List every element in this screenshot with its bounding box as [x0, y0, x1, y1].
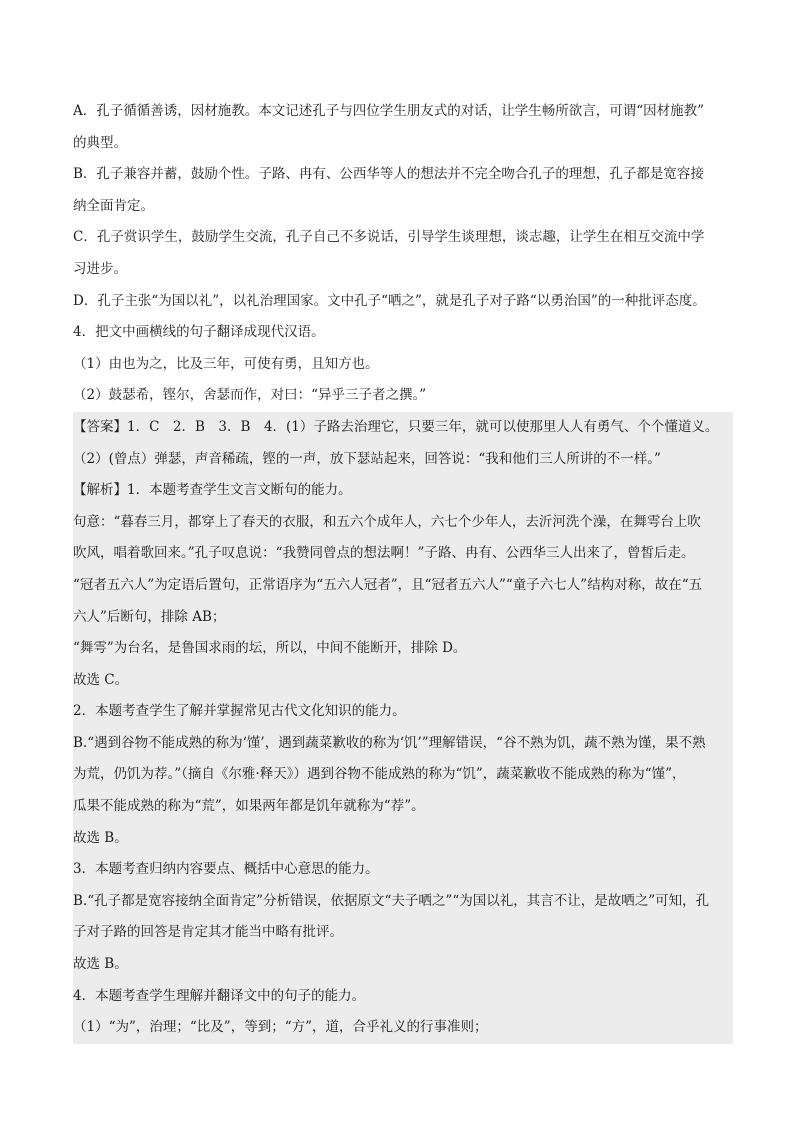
text-line: 【答案】1．C 2．B 3．B 4．(1）子路去治理它，只要三年，就可以使那里人人有勇气、个个懂道义。: [73, 412, 733, 444]
text-line: 4．把文中画横线的句子翻译成现代汉语。: [73, 324, 325, 341]
text-line: D．孔子主张“为国以礼”，以礼治理国家。文中孔子“哂之”，就是孔子对子路“以勇治国”的一种批评态度。: [73, 292, 706, 309]
text-line: “舞雩”为台名，是鲁国求雨的坛，所以，中间不能断开，排除 D。: [73, 633, 733, 665]
text-line: B．孔子兼容并蓄，鼓励个性。子路、冉有、公西华等人的想法并不完全吻合孔子的理想，孔子都是宽容接: [73, 166, 704, 183]
text-line: 习进步。: [73, 260, 127, 277]
text-line: 3．本题考查归纳内容要点、概括中心意思的能力。: [73, 854, 733, 886]
text-line: 纳全面肯定。: [73, 197, 154, 214]
text-line: （1）由也为之，比及三年，可使有勇，且知方也。: [73, 355, 379, 372]
text-line: “冠者五六人”为定语后置句，正常语序为“五六人冠者”，且“冠者五六人”“童子六七人”结构对称，故在“五: [73, 570, 733, 602]
text-line: 吹风，唱着歌回来。”孔子叹息说：“我赞同曾点的想法啊！”子路、冉有、公西华三人出来了，曾皙后走。: [73, 538, 733, 570]
text-line: B.“遇到谷物不能成熟的称为‘馑’，遇到蔬菜歉收的称为‘饥’”理解错误，“谷不熟为饥，蔬不熟为馑，果不熟: [73, 728, 733, 760]
text-line: 句意：“暮春三月，都穿上了春天的衣服，和五六个成年人，六七个少年人，去沂河洗个澡，在舞雩台上吹: [73, 507, 733, 539]
text-line: 故选 B。: [73, 823, 733, 855]
text-line: （1）“为”，治理；“比及”，等到；“方”，道，合乎礼义的行事准则；: [73, 1012, 733, 1044]
text-line: 六人”后断句，排除 AB；: [73, 602, 733, 634]
text-line: A．孔子循循善诱，因材施教。本文记述孔子与四位学生朋友式的对话，让学生畅所欲言，可谓“因材施教”: [73, 103, 705, 119]
text-line: 瓜果不能成熟的称为“荒”，如果两年都是饥年就称为“荐”。: [73, 791, 733, 823]
text-line: 4．本题考查学生理解并翻译文中的句子的能力。: [73, 981, 733, 1013]
text-line: B.“孔子都是宽容接纳全面肯定”分析错误，依据原文“夫子哂之”“为国以礼，其言不让，是故哂之”可知，孔: [73, 886, 733, 918]
text-line: 故选 C。: [73, 665, 733, 697]
text-line: （2）(曾点）弹瑟，声音稀疏，铿的一声，放下瑟站起来，回答说：“我和他们三人所讲的不一样。”: [73, 444, 733, 476]
text-line: 子对子路的回答是肯定其才能当中略有批评。: [73, 917, 733, 949]
text-line: （2）鼓瑟希，铿尔，舍瑟而作，对曰：“异乎三子者之撰。”: [73, 387, 427, 404]
text-line: 2．本题考查学生了解并掌握常见古代文化知识的能力。: [73, 696, 733, 728]
text-line: C．孔子赏识学生，鼓励学生交流，孔子自己不多说话，引导学生谈理想，谈志趣，让学生在相互交流中学: [73, 229, 705, 246]
text-line: 的典型。: [73, 134, 127, 151]
text-line: 为荒，仍饥为荐。”（摘自《尔雅·释天》）遇到谷物不能成熟的称为“饥”，蔬菜歉收不能成熟的称为“馑”，: [73, 759, 733, 791]
text-line: 【解析】1．本题考查学生文言文断句的能力。: [73, 475, 733, 507]
text-line: 故选 B。: [73, 949, 733, 981]
